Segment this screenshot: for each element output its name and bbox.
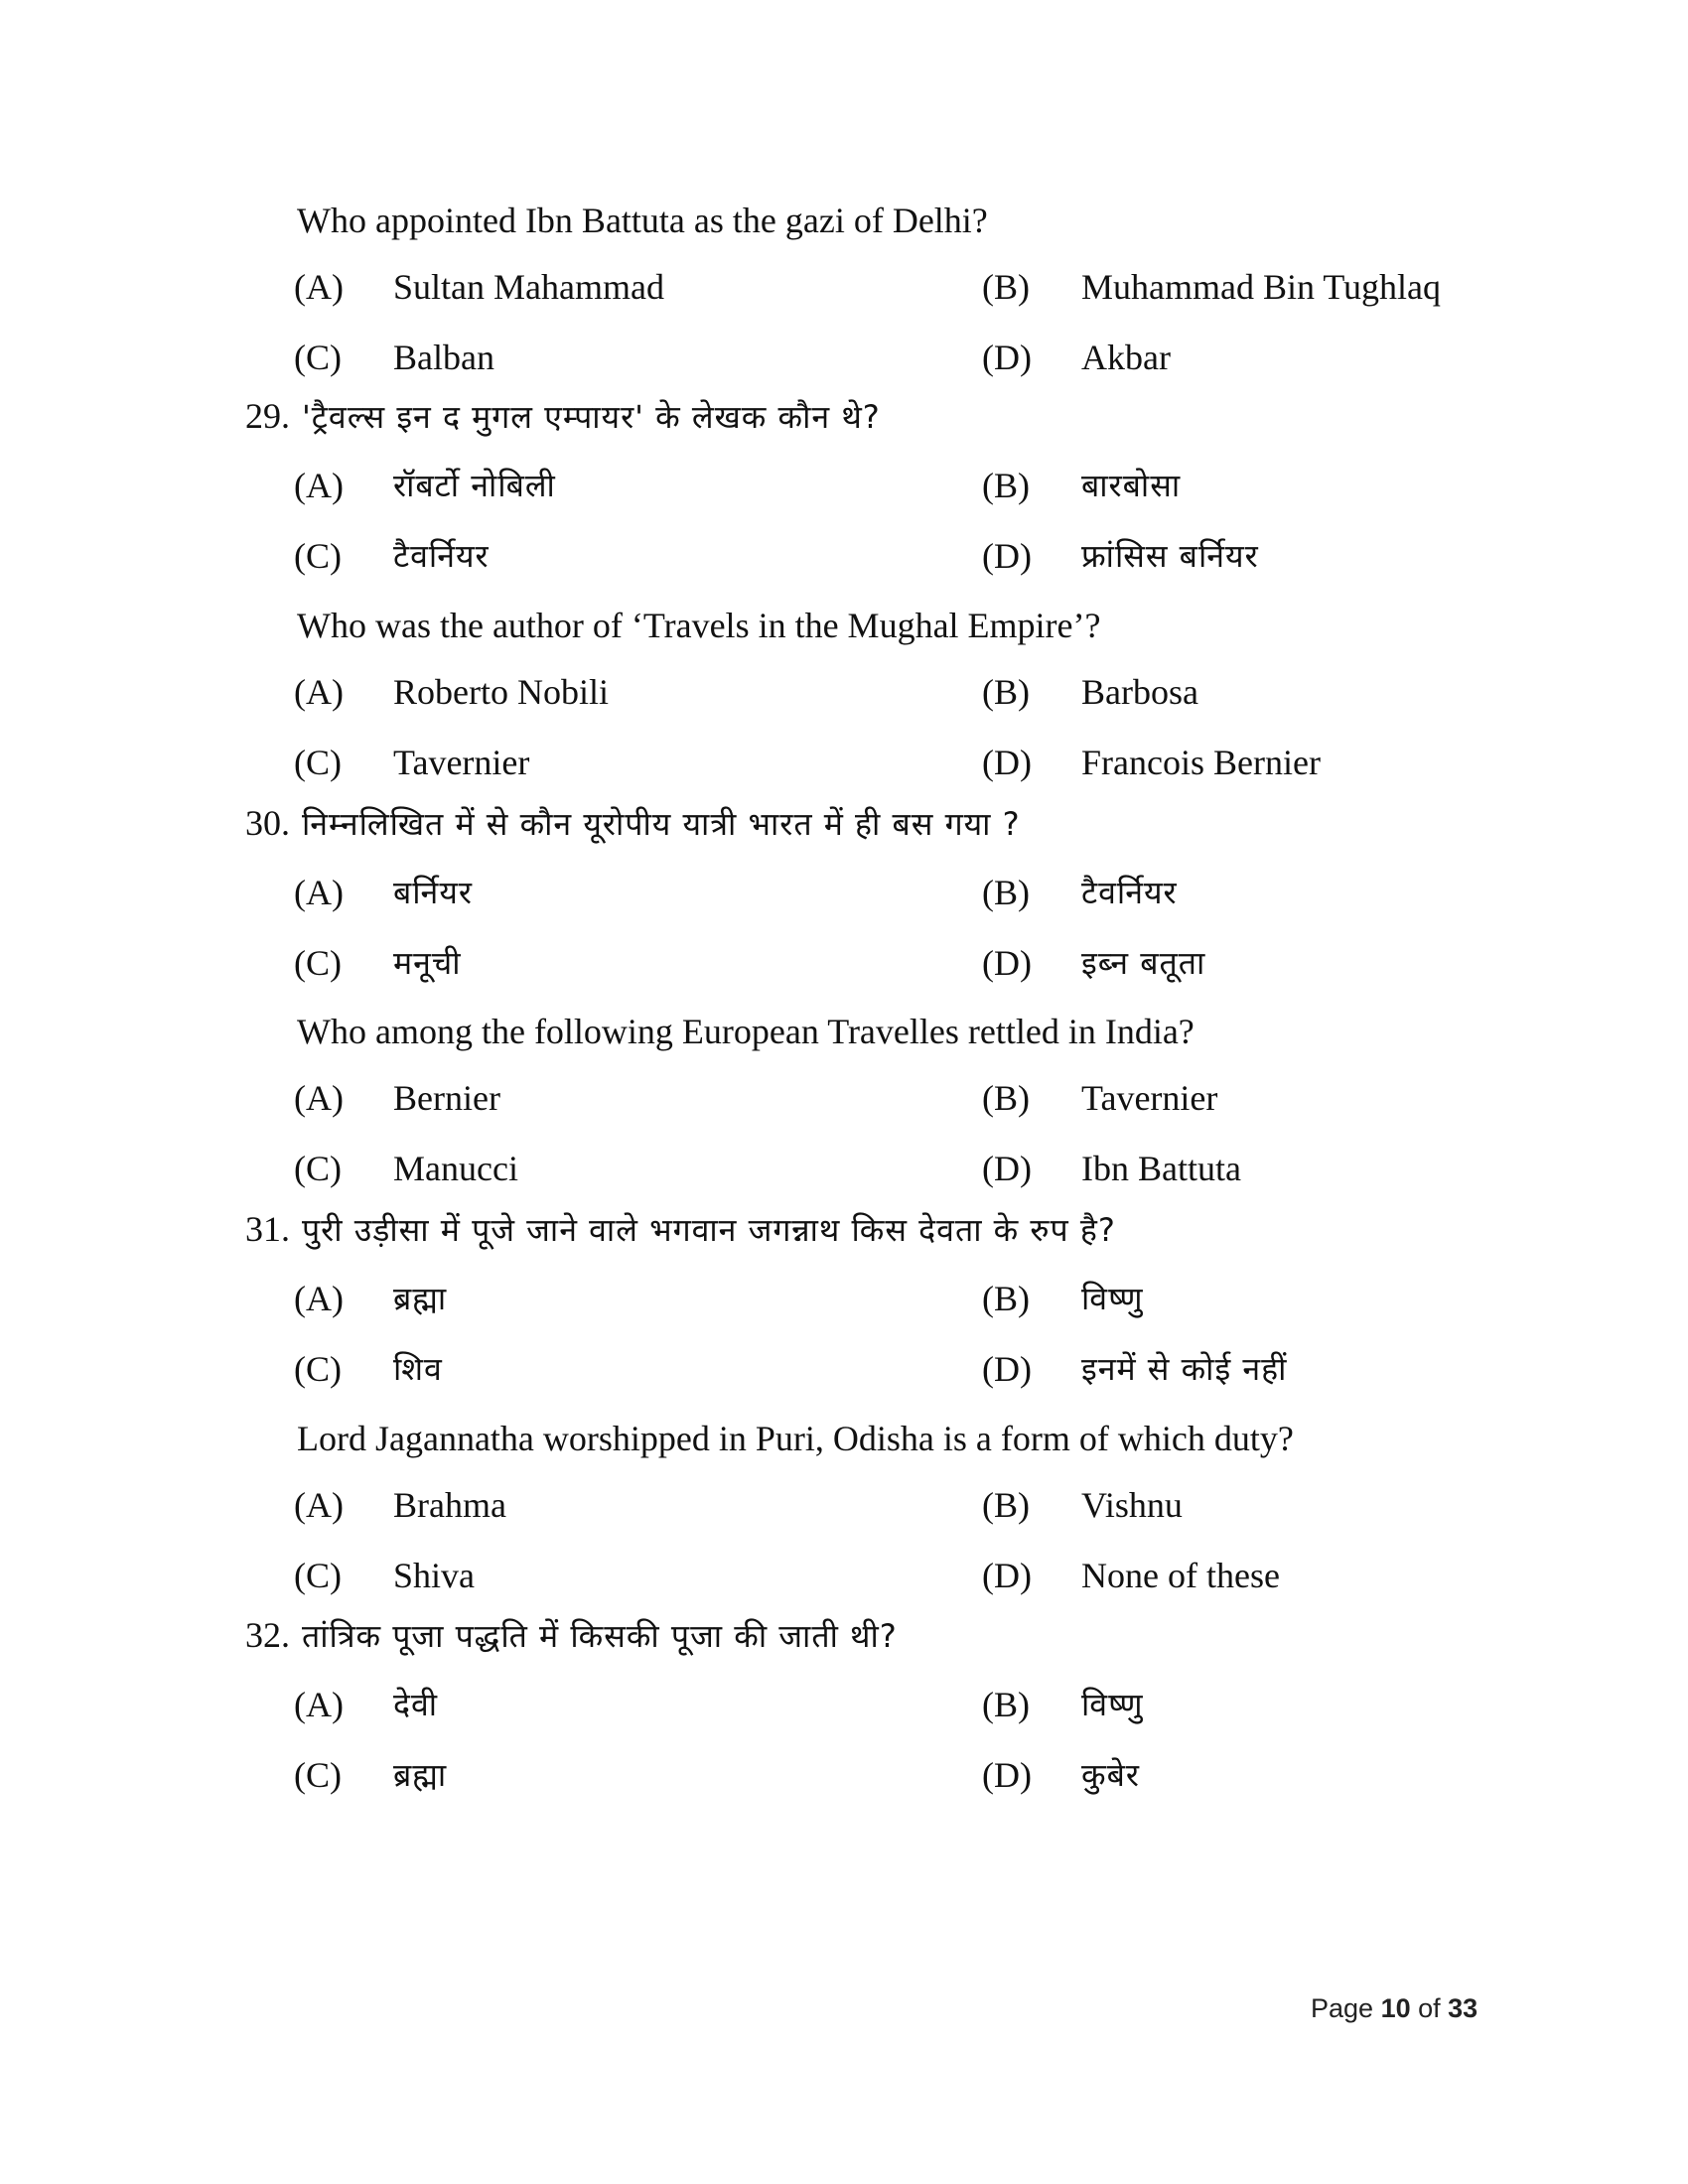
answer-option [0,1276,1688,1321]
option-text: टैवर्नियर [393,537,490,575]
question-text: 'ट्रैवल्स इन द मुगल एम्पायर' के लेखक कौन थे? [302,398,881,436]
option-letter: (D) [982,338,1032,377]
option-text: Ibn Battuta [1081,1149,1241,1188]
current-page: 10 [1380,1993,1411,2023]
option-text: बर्नियर [393,874,473,911]
option-text: टैवर्नियर [1081,874,1178,911]
option-letter: (B) [982,1078,1030,1118]
option-letter: (C) [294,743,342,782]
question-text: Who appointed Ibn Battuta as the gazi of Delhi? [297,201,988,240]
option-text: Muhammad Bin Tughlaq [1081,267,1442,307]
question [297,198,988,243]
option-text: Brahma [393,1485,506,1525]
option-text: इब्न बतूता [1081,944,1206,982]
option-text: देवी [393,1686,439,1723]
question-number: 32. [245,1615,290,1655]
option-letter: (B) [982,466,1030,505]
answer-option [0,463,1688,508]
option-letter: (B) [982,873,1030,912]
option-letter: (B) [982,1685,1030,1724]
option-text: Shiva [393,1556,476,1595]
question [297,1009,1195,1054]
option-letter: (A) [294,267,344,307]
question-text: निम्नलिखित में से कौन यूरोपीय यात्री भारत में ही बस गया ? [302,805,1021,843]
answer-option [0,1146,1688,1191]
option-text: None of these [1081,1556,1280,1595]
option-text: Barbosa [1081,672,1198,712]
option-letter: (D) [982,1349,1032,1389]
page-label: Page [1311,1993,1381,2023]
option-text: ब्रह्मा [393,1756,448,1794]
answer-option [0,669,1688,715]
option-letter: (D) [982,743,1032,782]
option-text: Bernier [393,1078,500,1118]
total-pages: 33 [1448,1993,1478,2023]
option-letter: (B) [982,672,1030,712]
option-letter: (C) [294,1349,342,1389]
question-text: पुरी उड़ीसा में पूजे जाने वाले भगवान जगन्नाथ किस देवता के रुप है? [302,1211,1116,1249]
option-letter: (C) [294,1755,342,1795]
question [245,1612,898,1658]
option-text: कुबेर [1081,1756,1140,1794]
question [297,603,1100,648]
option-text: Sultan Mahammad [393,267,664,307]
option-letter: (D) [982,536,1032,576]
option-letter: (D) [982,1149,1032,1188]
option-text: शिव [393,1350,443,1388]
answer-option [0,1346,1688,1392]
question-text: Who was the author of ‘Travels in the Mughal Empire’? [297,606,1101,645]
page-footer [1311,1993,1477,2024]
option-letter: (D) [982,1755,1032,1795]
option-letter: (B) [982,1485,1030,1525]
question-number: 31. [245,1209,290,1249]
answer-option [0,1482,1688,1528]
option-letter: (A) [294,1279,344,1318]
option-letter: (A) [294,1485,344,1525]
answer-option [0,1752,1688,1798]
option-text: विष्णु [1081,1280,1144,1317]
option-letter: (C) [294,536,342,576]
option-text: Tavernier [393,743,530,782]
option-letter: (C) [294,1556,342,1595]
option-letter: (A) [294,672,344,712]
answer-option [0,533,1688,579]
answer-option [0,1553,1688,1598]
question-text: तांत्रिक पूजा पद्धति में किसकी पूजा की जाती थी? [302,1617,898,1655]
question [245,1206,1116,1252]
question-text: Who among the following European Travelles rettled in India? [297,1012,1195,1051]
option-letter: (B) [982,1279,1030,1318]
option-letter: (D) [982,1556,1032,1595]
answer-option [0,1075,1688,1121]
option-text: Vishnu [1081,1485,1183,1525]
page-of: of [1410,1993,1449,2023]
option-text: फ्रांसिस बर्नियर [1081,537,1259,575]
option-letter: (C) [294,338,342,377]
option-letter: (A) [294,873,344,912]
option-letter: (D) [982,943,1032,983]
option-letter: (C) [294,1149,342,1188]
question [245,800,1021,846]
option-text: इनमें से कोई नहीं [1081,1350,1288,1388]
option-letter: (C) [294,943,342,983]
option-letter: (B) [982,267,1030,307]
option-letter: (A) [294,1685,344,1724]
answer-option [0,264,1688,310]
option-text: विष्णु [1081,1686,1144,1723]
option-text: Roberto Nobili [393,672,609,712]
option-text: बारबोसा [1081,467,1182,504]
answer-option [0,335,1688,380]
option-text: Francois Bernier [1081,743,1321,782]
option-text: Akbar [1081,338,1171,377]
answer-option [0,940,1688,986]
question-text: Lord Jagannatha worshipped in Puri, Odisha is a form of which duty? [297,1419,1294,1458]
option-text: Manucci [393,1149,518,1188]
question [297,1416,1294,1461]
option-text: Balban [393,338,494,377]
option-text: Tavernier [1081,1078,1218,1118]
option-letter: (A) [294,1078,344,1118]
option-text: ब्रह्मा [393,1280,448,1317]
option-letter: (A) [294,466,344,505]
question-number: 30. [245,803,290,843]
answer-option [0,870,1688,915]
answer-option [0,1682,1688,1727]
option-text: मनूची [393,944,462,982]
answer-option [0,740,1688,785]
question-number: 29. [245,396,290,436]
option-text: रॉबर्टो नोबिली [393,467,556,504]
question [245,393,881,439]
